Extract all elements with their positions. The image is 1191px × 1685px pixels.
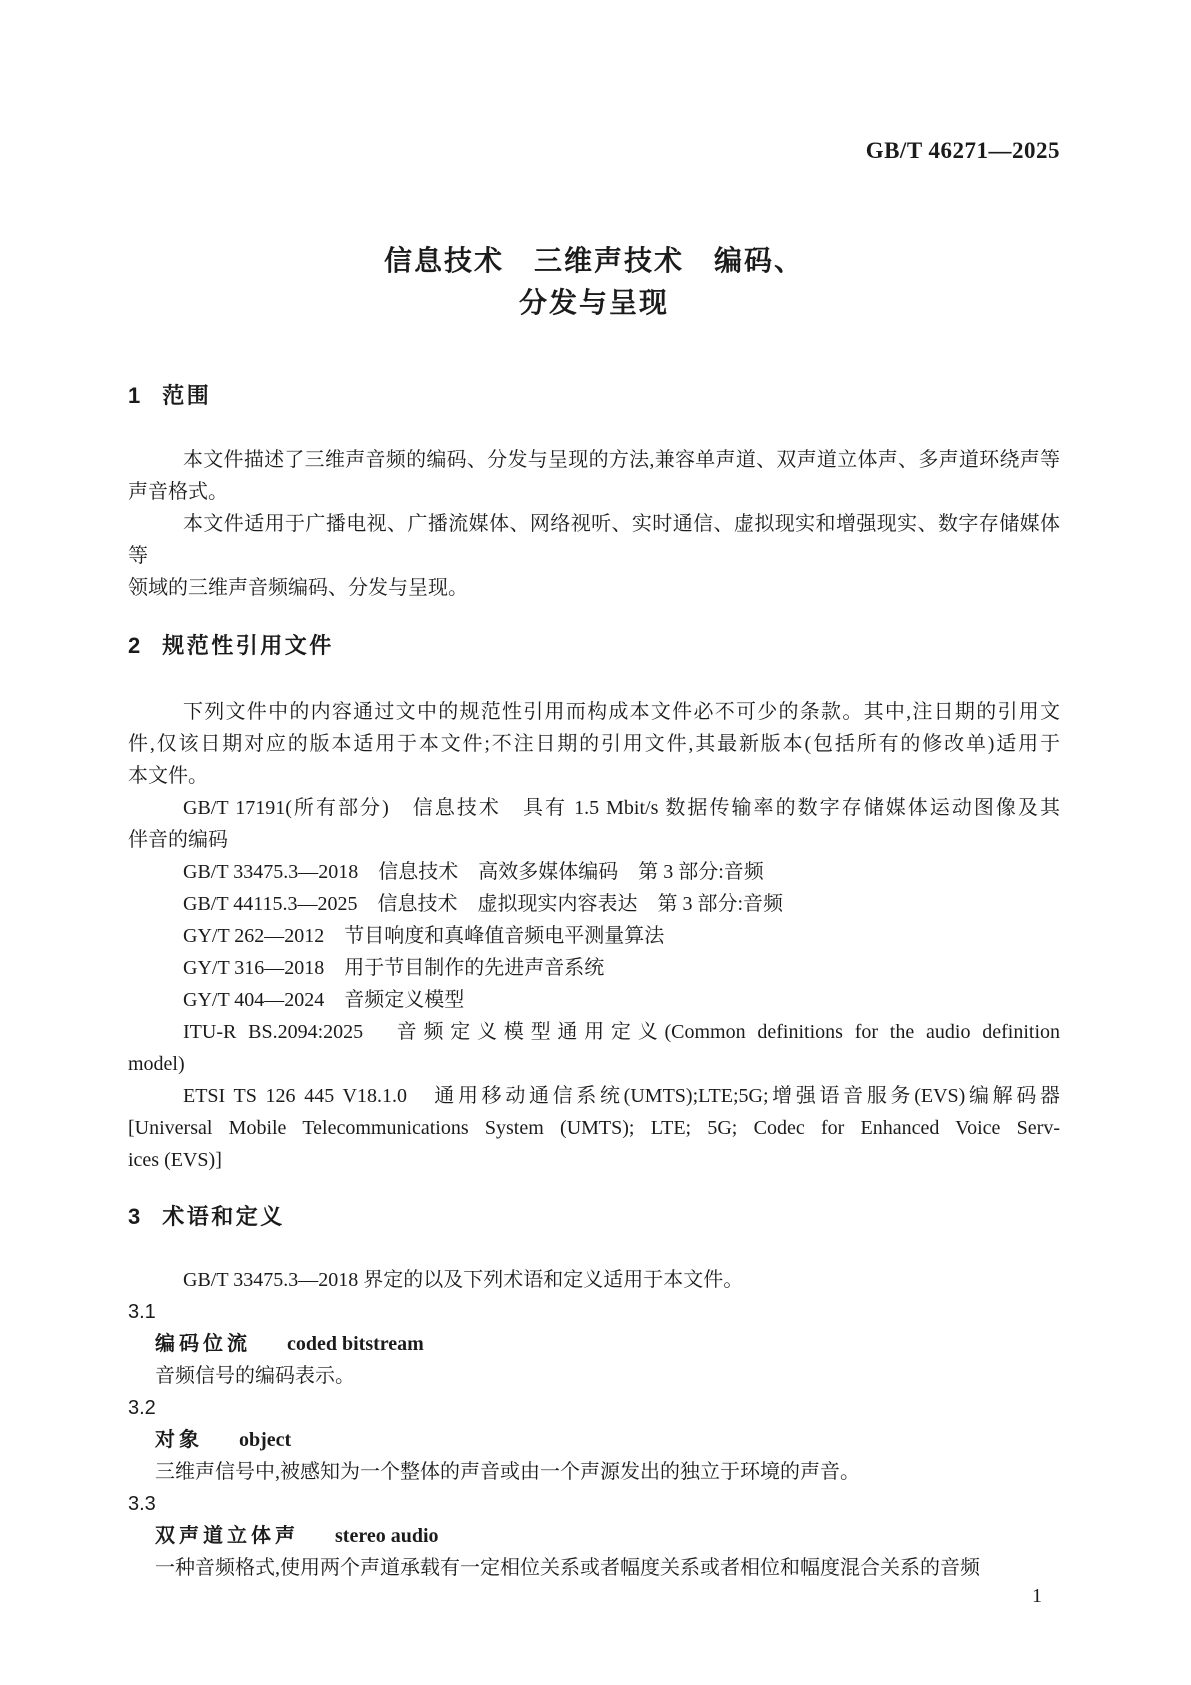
reference-line: GY/T 404—2024 音频定义模型	[183, 989, 465, 1011]
term-english: object	[239, 1429, 292, 1451]
page-content	[0, 138, 1191, 1608]
body-line: GB/T 33475.3—2018 界定的以及下列术语和定义适用于本文件。	[183, 1269, 744, 1291]
section-heading-label: 规范性引用文件	[162, 633, 334, 658]
body-line: 领域的三维声音频编码、分发与呈现。	[128, 577, 468, 599]
term-definition: 三维声信号中,被感知为一个整体的声音或由一个声源发出的独立于环境的声音。	[155, 1461, 860, 1483]
section-heading-label: 范围	[162, 383, 212, 408]
reference-line: GY/T 262—2012 节目响度和真峰值音频电平测量算法	[183, 925, 665, 947]
section-number: 1	[128, 383, 141, 408]
normative-references-list	[128, 792, 1060, 1176]
page-number: 1	[1032, 1585, 1042, 1607]
section-heading-terms-and-definitions	[128, 1202, 1060, 1232]
term-id: 3.2	[128, 1397, 156, 1419]
reference-line: model)	[128, 1053, 185, 1075]
term-id: 3.3	[128, 1493, 156, 1515]
body-line: 下列文件中的内容通过文中的规范性引用而构成本文件必不可少的条款。其中,注日期的引用文	[183, 701, 1060, 723]
term-chinese: 双声道立体声	[155, 1525, 299, 1547]
section-heading-label: 术语和定义	[162, 1204, 285, 1229]
document-title-line1: 信息技术 三维声技术 编码、	[383, 245, 804, 276]
normative-references-intro	[128, 696, 1060, 792]
term-chinese: 编码位流	[155, 1333, 251, 1355]
body-line: 本文件。	[128, 765, 208, 787]
reference-line: GB/T 33475.3—2018 信息技术 高效多媒体编码 第 3 部分:音频	[183, 861, 764, 883]
body-line: 本文件适用于广播电视、广播流媒体、网络视听、实时通信、虚拟现实和增强现实、数字存储媒体等	[128, 513, 1060, 567]
body-line: 本文件描述了三维声音频的编码、分发与呈现的方法,兼容单声道、双声道立体声、多声道环绕声等	[183, 449, 1060, 471]
body-line: 声音格式。	[128, 481, 228, 503]
reference-line: GB/T 44115.3—2025 信息技术 虚拟现实内容表达 第 3 部分:音频	[183, 893, 784, 915]
scope-paragraphs	[128, 444, 1060, 604]
body-line: 件,仅该日期对应的版本适用于本文件;不注日期的引用文件,其最新版本(包括所有的修改单)适用于	[128, 733, 1060, 755]
section-number: 2	[128, 633, 141, 658]
reference-line: ITU-R BS.2094:2025 音频定义模型通用定义(Common definitions for the audio definition	[183, 1021, 1060, 1043]
terms-intro	[128, 1264, 1060, 1296]
term-definition: 一种音频格式,使用两个声道承载有一定相位关系或者幅度关系或者相位和幅度混合关系的音频	[155, 1557, 980, 1579]
terms-list	[128, 1296, 1060, 1584]
term-definition: 音频信号的编码表示。	[155, 1365, 355, 1387]
term-english: stereo audio	[335, 1525, 439, 1547]
reference-line: GB/T 17191(所有部分) 信息技术 具有 1.5 Mbit/s 数据传输率的数字存储媒体运动图像及其	[183, 797, 1060, 819]
section-heading-scope	[128, 381, 1060, 411]
reference-line: [Universal Mobile Telecommunications System (UMTS); LTE; 5G; Codec for Enhanced Voice Serv-	[128, 1117, 1060, 1139]
term-entry	[155, 1328, 1060, 1360]
reference-line: 伴音的编码	[128, 829, 228, 851]
term-entry	[155, 1424, 1060, 1456]
term-english: coded bitstream	[287, 1333, 424, 1355]
term-entry	[155, 1520, 1060, 1552]
reference-line: ETSI TS 126 445 V18.1.0 通用移动通信系统(UMTS);LTE;5G;增强语音服务(EVS)编解码器	[183, 1085, 1060, 1107]
reference-line: ices (EVS)]	[128, 1149, 222, 1171]
running-header-standard-number: GB/T 46271—2025	[865, 138, 1060, 163]
term-chinese: 对象	[155, 1429, 203, 1451]
term-id: 3.1	[128, 1301, 156, 1323]
document-title-line2: 分发与呈现	[518, 287, 669, 318]
reference-line: GY/T 316—2018 用于节目制作的先进声音系统	[183, 957, 605, 979]
section-number: 3	[128, 1204, 141, 1229]
document-title	[128, 240, 1060, 324]
section-heading-normative-references	[128, 631, 1060, 661]
